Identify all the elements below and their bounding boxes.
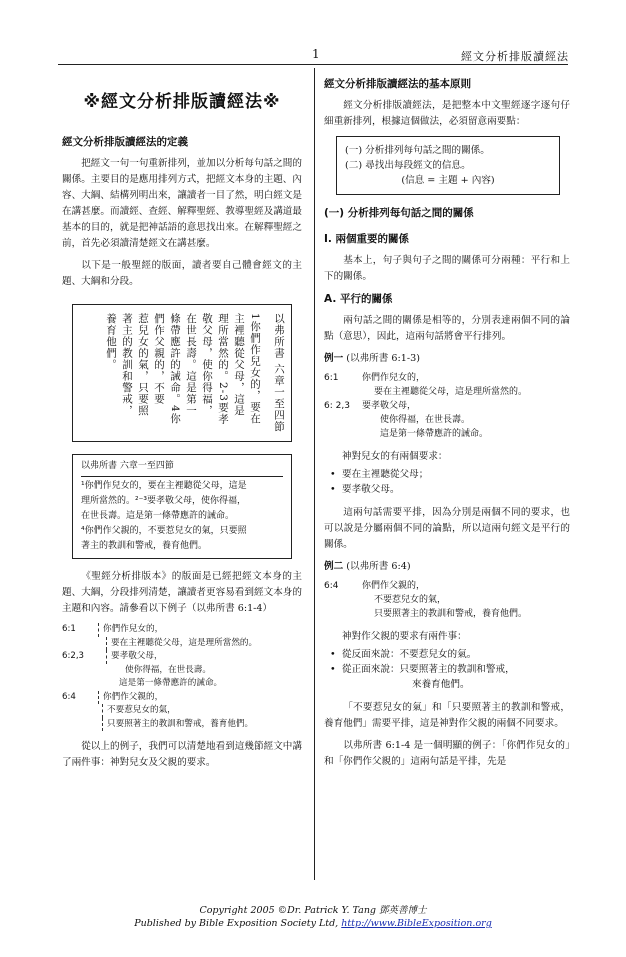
verse-ref (324, 385, 362, 399)
verse-ref: 6:1 (324, 373, 339, 383)
verse-ref: 6: 2,3 (324, 401, 350, 411)
principle-line: (一) 分析排列每句話之間的關係。 (345, 145, 490, 156)
right-column (324, 72, 570, 776)
vertical-column: 1你們作兒女的，要在 (249, 313, 261, 425)
vertical-column: 著主的教訓和警戒， (121, 313, 133, 417)
vertical-bible-text-box (72, 304, 292, 442)
verse-row (62, 650, 302, 664)
verse-ref (324, 593, 362, 607)
example2-ref: (以弗所書 6:4) (346, 561, 411, 572)
example-row (324, 427, 570, 441)
verse-text: 你們作父親的， (362, 581, 426, 591)
verse-text: 不要惹兒女的氣， (102, 704, 176, 718)
column-divider (314, 68, 315, 880)
example1-requirement: 神對兒女的有兩個要求： (342, 451, 448, 462)
relations-paragraph: 基本上，句子與句子之間的關係可分兩種：平行和上下的關係。 (324, 255, 570, 282)
verse-row (62, 691, 302, 705)
bullet-item: • 要在主裡聽從父母； (324, 467, 570, 482)
page-number: 1 (312, 47, 320, 61)
example-row (324, 607, 570, 621)
example1-title (324, 351, 570, 367)
verse-text: 不要惹兒女的氣， (374, 595, 447, 605)
bullet-item: • 從反面來說：不要惹兒女的氣。 (324, 647, 570, 662)
subsection-heading: I. 兩個重要的關係 (324, 233, 410, 245)
header-rule (58, 64, 568, 65)
definition-paragraph: 把經文一句一句重新排列，並加以分析每句話之間的關係。主要目的是應用排列方式，把經文本身的主題、內容、大綱、結構列明出來，讓讀者一目了然，明白經文是在講甚麼。而讀經、查經、解釋聖經、教導聖經及講道最基本的目的，就是把神話語的意思找出來。在解釋聖經之前，首先必須讀清楚經文在講甚麼。 (62, 158, 302, 249)
principle-heading: 經文分析排版讀經法的基本原則 (324, 78, 471, 90)
parallel-paragraph: 兩句話之間的關係是相等的，分別表達兩個不同的論點（意思），因此，這兩句話將會平行排列。 (324, 315, 570, 342)
conclusion-paragraph: 從以上的例子，我們可以清楚地看到這幾節經文中講了兩件事：神對兒女及父親的要求。 (62, 741, 302, 768)
example-row (324, 413, 570, 427)
example2-note: 「不要惹兒女的氣」和「只要照著主的教訓和警戒，養育他們」需要平排，這是神對作父親的兩個不同要求。 (324, 702, 570, 729)
vertical-column: 以弗所書 六章一至四節 (273, 313, 285, 433)
principle-formula: (信息 = 主題 + 內容) (401, 175, 495, 186)
verse-ref (62, 718, 98, 732)
example-row (324, 579, 570, 593)
example2-title (324, 559, 570, 575)
footer (0, 904, 626, 930)
vertical-column: 惹兒女的氣，只要照 (137, 313, 149, 417)
verse-row (62, 623, 302, 637)
verse-text: 要在主裡聽從父母，這是理所當然的。 (106, 637, 257, 651)
footer-website-link[interactable]: http://www.BibleExposition.org (341, 918, 492, 929)
vertical-column: 主裡聽從父母，這是 (233, 313, 245, 417)
analysis-paragraph: 《聖經分析排版本》的版面是已經把經文本身的主題、大綱，分段排列清楚，讓讀者更容易看到經文本身的主題和內容。請參看以下例子（以弗所書 6:1-4） (62, 571, 302, 614)
vertical-column: 理所當然的。2-3要孝 (217, 313, 229, 425)
hbox-body (81, 476, 283, 554)
vertical-column: 養育他們。 (105, 313, 117, 371)
example1-label: 例一 (324, 353, 344, 364)
verse-ref: 6:4 (62, 691, 76, 702)
example2-verses (324, 579, 570, 621)
hbox-heading: 以弗所書 六章一至四節 (81, 461, 174, 471)
horizontal-bible-text-box (72, 454, 292, 559)
verse-row (62, 637, 302, 651)
verse-text: 這是第一條帶應許的誡命。 (119, 678, 223, 688)
hbox-line: ¹你們作兒女的，要在主裡聽從父母，這是 (81, 481, 247, 491)
verse-ref (324, 427, 362, 441)
principle-line: (二) 尋找出每段經文的信息。 (345, 160, 471, 171)
main-title: ※經文分析排版讀經法※ (83, 92, 281, 112)
verse-text: 要在主裡聽從父母，這是理所當然的。 (374, 387, 528, 397)
verse-text: 你們作父親的， (98, 691, 163, 705)
example-row (324, 385, 570, 399)
bullet-item: • 要孝敬父母。 (324, 482, 570, 497)
verse-text: 只要照著主的教訓和警戒，養育他們。 (102, 718, 253, 732)
vertical-column: 們作父親的，不要 (153, 313, 165, 405)
running-header-title: 經文分析排版讀經法 (461, 50, 569, 63)
verse-text: 要孝敬父母， (362, 401, 417, 411)
verse-text: 你們作兒女的， (98, 623, 163, 637)
verse-text: 要孝敬父母， (106, 650, 163, 664)
principle-paragraph: 經文分析排版讀經法，是把整本中文聖經逐字逐句仔細重新排列，根據這個做法，必須留意兩要點： (324, 100, 570, 127)
verse-layout (62, 623, 302, 731)
bullet-item: • 從正面來說：只要照著主的教訓和警戒， (324, 662, 570, 677)
definition-heading: 經文分析排版讀經法的定義 (62, 136, 188, 148)
example-row (324, 593, 570, 607)
example2-label: 例二 (324, 561, 344, 572)
hbox-line: 在世長壽。這是第一條帶應許的誡命。 (81, 511, 235, 521)
footer-publisher-line (0, 917, 626, 930)
parallel-heading: A. 平行的關係 (324, 293, 393, 305)
verse-text: 這是第一條帶應許的誡命。 (380, 429, 489, 439)
principle-box (336, 136, 560, 195)
verse-row (62, 664, 302, 678)
closing-paragraph: 以弗所書 6:1-4 是一個明顯的例子：「你們作兒女的」和「你們作父親的」這兩句話是平排，先是 (324, 740, 570, 767)
example1-note: 這兩句話需要平排，因為分別是兩個不同的要求，也可以說是分屬兩個不同的論點，所以這兩句經文是平行的關係。 (324, 507, 570, 550)
vertical-column: 敬父母，使你得福， (201, 313, 213, 417)
hbox-line: 理所當然的。²⁻³要孝敬父母，使你得福， (81, 496, 246, 506)
verse-ref: 6:2,3 (62, 651, 85, 661)
example1-verses (324, 371, 570, 441)
hbox-line: 著主的教訓和警戒，養育他們。 (81, 541, 208, 551)
intro-paragraph: 以下是一般聖經的版面，讀者要自己體會經文的主題、大綱和分段。 (62, 260, 302, 287)
bullet-continuation: 來養育他們。 (412, 679, 470, 690)
verse-row (62, 704, 302, 718)
vertical-column: 條帶應許的誡命。4你 (169, 313, 181, 425)
section-heading: (一) 分析排列每句話之間的關係 (324, 207, 474, 219)
verse-ref (62, 677, 98, 691)
vertical-column: 在世長壽。這是第一 (185, 313, 197, 417)
left-column (62, 72, 302, 777)
footer-copyright: Copyright 2005 ©Dr. Patrick Y. Tang 鄧英善博士 (199, 905, 427, 916)
verse-ref (324, 607, 362, 621)
verse-row (62, 677, 302, 691)
verse-ref (62, 637, 98, 651)
footer-publisher: Published by Bible Exposition Society Ltd, (134, 918, 339, 929)
example1-ref: (以弗所書 6:1-3) (346, 353, 420, 364)
hbox-line: ⁴你們作父親的，不要惹兒女的氣，只要照 (81, 526, 247, 536)
verse-text: 使你得福，在世長壽。 (125, 664, 211, 675)
verse-ref: 6:4 (324, 581, 339, 591)
verse-text: 你們作兒女的， (362, 373, 426, 383)
example-row (324, 399, 570, 413)
verse-row (62, 718, 302, 732)
verse-text: 使你得福，在世長壽。 (380, 415, 471, 425)
verse-ref (62, 664, 98, 678)
verse-ref (324, 413, 362, 427)
example2-requirement: 神對作父親的要求有兩件事： (342, 631, 467, 642)
verse-text: 只要照著主的教訓和警戒，養育他們。 (374, 609, 528, 619)
verse-ref (62, 704, 98, 718)
verse-ref: 6:1 (62, 624, 76, 634)
example-row (324, 371, 570, 385)
